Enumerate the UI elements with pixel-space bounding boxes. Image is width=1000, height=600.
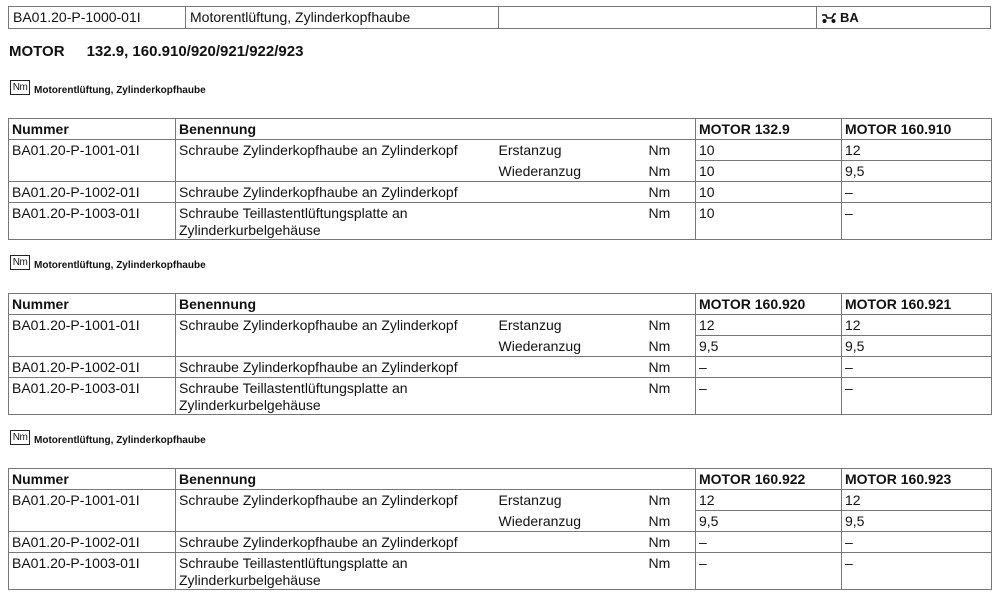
row-step: Erstanzug bbox=[498, 142, 562, 158]
row-designation: Schraube Zylinderkopfhaube an Zylinderkopf bbox=[179, 492, 458, 508]
col-header-motor-b: MOTOR 160.910 bbox=[842, 119, 992, 140]
row-value-b: – bbox=[842, 532, 992, 553]
row-value-a: – bbox=[696, 532, 842, 553]
row-designation bbox=[176, 203, 646, 240]
table-row bbox=[9, 532, 992, 553]
row-value-a: 10 bbox=[696, 140, 842, 161]
row-unit: Nm bbox=[646, 553, 696, 590]
header-empty-cell bbox=[499, 7, 817, 28]
page-title-engines: 132.9, 160.910/920/921/922/923 bbox=[86, 43, 304, 60]
row-value-b: – bbox=[842, 203, 992, 240]
row-designation: Schraube Zylinderkopfhaube an Zylinderkopf bbox=[176, 182, 646, 203]
table-row bbox=[9, 553, 992, 590]
row-value-b: 9,5 bbox=[842, 511, 992, 532]
row-value-b: – bbox=[842, 182, 992, 203]
table-row bbox=[9, 140, 992, 161]
table-row bbox=[9, 378, 992, 415]
nm-icon: Nm bbox=[10, 255, 30, 270]
row-designation-line-1: Schraube Teillastentlüftungsplatte an bbox=[179, 555, 408, 571]
row-number: BA01.20-P-1002-01I bbox=[9, 357, 176, 378]
row-value-a: 10 bbox=[696, 182, 842, 203]
doc-title: Motorentlüftung, Zylinderkopfhaube bbox=[186, 7, 499, 28]
row-unit: Nm bbox=[646, 532, 696, 553]
row-value-a: – bbox=[696, 378, 842, 415]
row-step: Wiederanzug bbox=[498, 162, 581, 179]
nm-icon: Nm bbox=[10, 430, 30, 445]
table-row bbox=[9, 357, 992, 378]
row-designation-line-1: Schraube Teillastentlüftungsplatte an bbox=[179, 205, 408, 221]
col-header-benennung: Benennung bbox=[176, 294, 696, 315]
row-value-a: 9,5 bbox=[696, 511, 842, 532]
row-number: BA01.20-P-1001-01I bbox=[9, 140, 176, 182]
table-header-row bbox=[9, 294, 992, 315]
row-value-b: 12 bbox=[842, 315, 992, 336]
nm-icon: Nm bbox=[10, 80, 30, 95]
row-number: BA01.20-P-1003-01I bbox=[9, 553, 176, 590]
row-value-b: 9,5 bbox=[842, 161, 992, 182]
page-title bbox=[9, 43, 303, 60]
col-header-nummer: Nummer bbox=[9, 119, 176, 140]
col-header-benennung: Benennung bbox=[176, 119, 696, 140]
page-title-label: MOTOR bbox=[9, 43, 65, 60]
section-3-caption bbox=[10, 430, 206, 445]
row-designation-line-1: Schraube Teillastentlüftungsplatte an bbox=[179, 380, 408, 396]
row-step: Wiederanzug bbox=[498, 337, 581, 354]
torque-table-2 bbox=[8, 293, 992, 415]
scooter-icon bbox=[821, 12, 837, 24]
row-value-b: 12 bbox=[842, 490, 992, 511]
row-designation: Schraube Zylinderkopfhaube an Zylinderkopf bbox=[179, 142, 458, 158]
table-row bbox=[9, 182, 992, 203]
col-header-motor-b: MOTOR 160.923 bbox=[842, 469, 992, 490]
row-value-b: 9,5 bbox=[842, 336, 992, 357]
row-unit: Nm bbox=[646, 161, 696, 182]
row-number: BA01.20-P-1001-01I bbox=[9, 490, 176, 532]
row-value-b: – bbox=[842, 357, 992, 378]
row-unit: Nm bbox=[646, 315, 696, 336]
row-unit: Nm bbox=[646, 511, 696, 532]
row-designation-line-2: Zylinderkurbelgehäuse bbox=[179, 222, 321, 238]
row-unit: Nm bbox=[646, 203, 696, 240]
row-value-a: 10 bbox=[696, 161, 842, 182]
row-designation bbox=[176, 378, 646, 415]
table-row bbox=[9, 490, 992, 511]
col-header-nummer: Nummer bbox=[9, 294, 176, 315]
row-value-a: 12 bbox=[696, 490, 842, 511]
row-number: BA01.20-P-1002-01I bbox=[9, 532, 176, 553]
table-row bbox=[9, 315, 992, 336]
row-designation bbox=[176, 553, 646, 590]
row-number: BA01.20-P-1003-01I bbox=[9, 203, 176, 240]
row-designation-line-2: Zylinderkurbelgehäuse bbox=[179, 397, 321, 413]
row-value-a: 9,5 bbox=[696, 336, 842, 357]
doc-type-label: BA bbox=[840, 10, 859, 25]
section-caption: Motorentlüftung, Zylinderkopfhaube bbox=[34, 260, 206, 271]
row-value-b: – bbox=[842, 553, 992, 590]
section-caption: Motorentlüftung, Zylinderkopfhaube bbox=[34, 85, 206, 96]
row-unit: Nm bbox=[646, 490, 696, 511]
row-value-a: – bbox=[696, 553, 842, 590]
row-designation: Schraube Zylinderkopfhaube an Zylinderkopf bbox=[179, 317, 458, 333]
table-header-row bbox=[9, 469, 992, 490]
row-unit: Nm bbox=[646, 140, 696, 161]
row-number: BA01.20-P-1003-01I bbox=[9, 378, 176, 415]
row-designation: Schraube Zylinderkopfhaube an Zylinderkopf bbox=[176, 532, 646, 553]
row-step: Wiederanzug bbox=[498, 512, 581, 529]
row-value-a: 12 bbox=[696, 315, 842, 336]
doc-number: BA01.20-P-1000-01I bbox=[9, 7, 186, 28]
col-header-motor-a: MOTOR 132.9 bbox=[696, 119, 842, 140]
col-header-benennung: Benennung bbox=[176, 469, 696, 490]
row-unit: Nm bbox=[646, 182, 696, 203]
section-caption: Motorentlüftung, Zylinderkopfhaube bbox=[34, 435, 206, 446]
col-header-nummer: Nummer bbox=[9, 469, 176, 490]
row-designation: Schraube Zylinderkopfhaube an Zylinderkopf bbox=[176, 357, 646, 378]
document-header bbox=[8, 6, 991, 29]
row-unit: Nm bbox=[646, 357, 696, 378]
row-value-a: – bbox=[696, 357, 842, 378]
row-step: Erstanzug bbox=[498, 317, 562, 333]
section-2-caption bbox=[10, 255, 206, 270]
torque-table-3 bbox=[8, 468, 992, 590]
col-header-motor-a: MOTOR 160.922 bbox=[696, 469, 842, 490]
torque-table-1 bbox=[8, 118, 992, 240]
row-value-b: – bbox=[842, 378, 992, 415]
row-number: BA01.20-P-1002-01I bbox=[9, 182, 176, 203]
row-unit: Nm bbox=[646, 336, 696, 357]
row-designation-line-2: Zylinderkurbelgehäuse bbox=[179, 572, 321, 588]
row-step: Erstanzug bbox=[498, 492, 562, 508]
row-value-b: 12 bbox=[842, 140, 992, 161]
row-value-a: 10 bbox=[696, 203, 842, 240]
table-row bbox=[9, 203, 992, 240]
table-header-row bbox=[9, 119, 992, 140]
col-header-motor-a: MOTOR 160.920 bbox=[696, 294, 842, 315]
row-unit: Nm bbox=[646, 378, 696, 415]
row-number: BA01.20-P-1001-01I bbox=[9, 315, 176, 357]
doc-type-cell bbox=[817, 7, 990, 28]
section-1-caption bbox=[10, 80, 206, 95]
col-header-motor-b: MOTOR 160.921 bbox=[842, 294, 992, 315]
